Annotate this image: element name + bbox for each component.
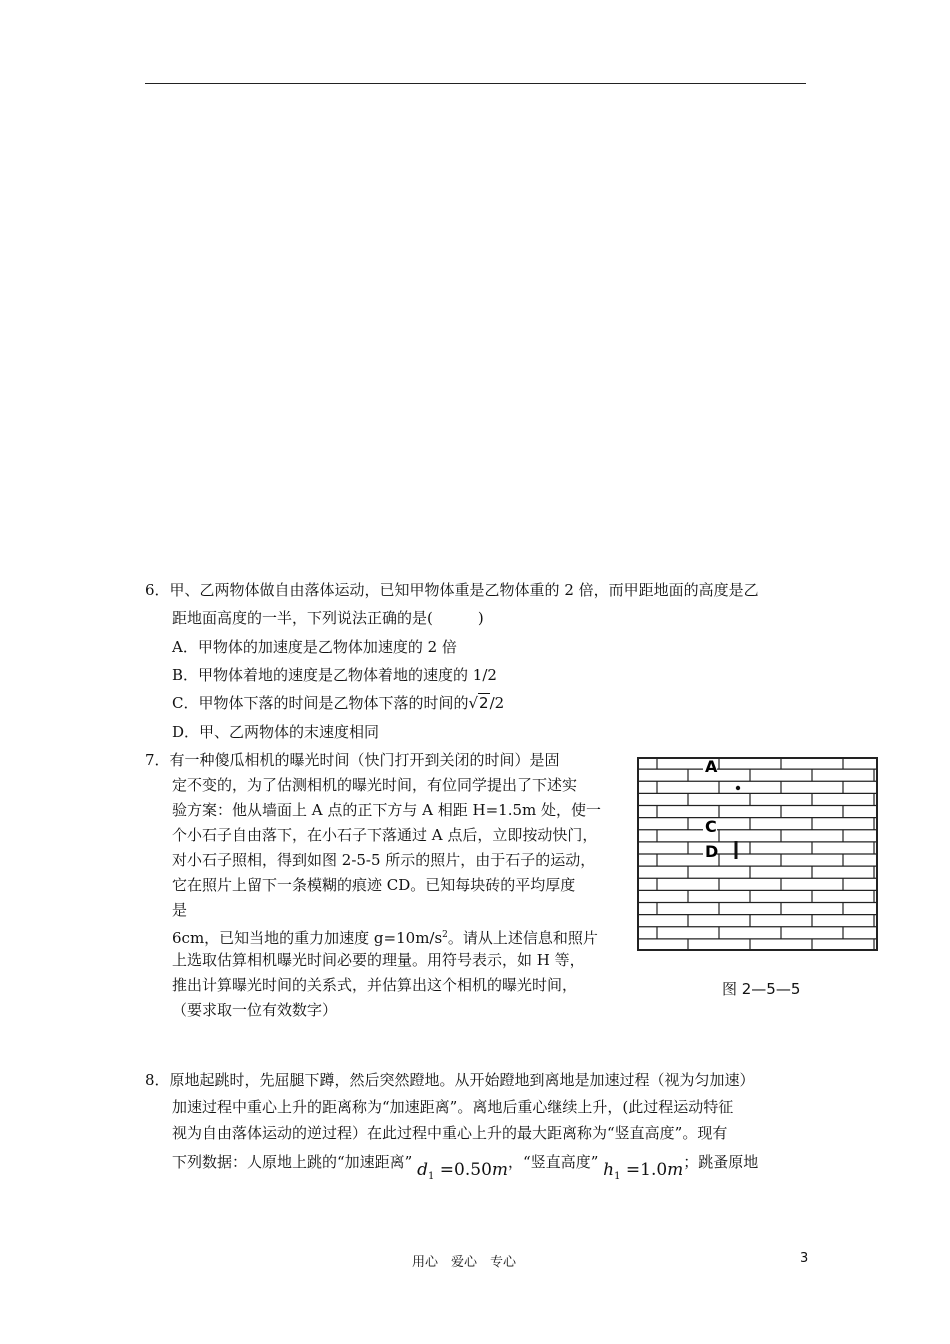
q8-line-4-text: 下列数据：人原地上跳的“加速距离” — [172, 1153, 413, 1171]
d-unit: m — [491, 1160, 509, 1180]
page-number: 3 — [800, 1251, 809, 1266]
q8-line-3: 视为自由落体运动的逆过程）在此过程中重心上升的最大距离称为“竖直高度”。现有 — [172, 1124, 728, 1142]
header-rule — [145, 83, 806, 84]
formula-d1 — [417, 1160, 508, 1180]
q6-line-2: 距地面高度的一半，下列说法正确的是( ) — [172, 609, 484, 627]
q7-line-5: 对小石子照相，得到如图 2-5-5 所示的照片，由于石子的运动， — [172, 851, 596, 869]
label-c: C — [705, 817, 717, 836]
q6-option-c — [172, 693, 504, 713]
q8-line-4 — [172, 1150, 758, 1181]
brick-wall-figure — [637, 757, 878, 951]
q8-line-2: 加速过程中重心上升的距离称为“加速距离”。离地后重心继续上升，(此过程运动特征 — [172, 1098, 734, 1116]
q7-line-6: 它在照片上留下一条模糊的痕迹 CD。已知每块砖的平均厚度 — [172, 876, 576, 894]
d-subscript: 1 — [428, 1171, 435, 1182]
q6-option-a: A．甲物体的加速度是乙物体加速度的 2 倍 — [172, 638, 457, 656]
q7-line-2: 定不变的，为了估测相机的曝光时间，有位同学提出了下述实 — [172, 776, 578, 794]
q7-line-3: 验方案：他从墙面上 A 点的正下方与 A 相距 H=1.5m 处，使一 — [172, 801, 602, 819]
h-unit: m — [667, 1160, 684, 1180]
q6-option-b: B．甲物体着地的速度是乙物体着地的速度的 1/2 — [172, 666, 497, 684]
blur-trace-cd — [735, 841, 738, 859]
q6-option-c-text: C．甲物体下落的时间是乙物体下落的时间的 — [172, 694, 469, 712]
sqrt-symbol: √2 — [468, 694, 489, 712]
q7-line-8-suffix: 。请从上述信息和照片 — [447, 929, 598, 947]
h-value: =1.0 — [625, 1160, 668, 1180]
label-a: A — [705, 757, 718, 776]
figure-caption: 图 2—5—5 — [722, 980, 801, 998]
q7-line-8 — [172, 925, 598, 948]
q8-line-4-end: ；跳蚤原地 — [683, 1153, 759, 1171]
q7-line-9: 上选取估算相机曝光时间必要的理量。用符号表示，如 H 等， — [172, 951, 585, 969]
h-symbol: h — [603, 1160, 615, 1180]
d-symbol: d — [417, 1160, 429, 1180]
q6-option-c-suffix: /2 — [489, 694, 505, 712]
q7-line-10: 推出计算曝光时间的关系式，并估算出这个相机的曝光时间， — [172, 976, 578, 994]
q7-line-4: 个小石子自由落下，在小石子下落通过 A 点后，立即按动快门， — [172, 826, 598, 844]
q8-line-1: 8．原地起跳时，先屈腿下蹲，然后突然蹬地。从开始蹬地到离地是加速过程（视为匀加速） — [145, 1071, 755, 1089]
q7-line-8-text: 6cm，已知当地的重力加速度 g=10m/s — [172, 929, 443, 947]
q7-line-7: 是 — [172, 901, 188, 919]
h-subscript: 1 — [614, 1171, 621, 1182]
q6-option-d: D．甲、乙两物体的末速度相同 — [172, 723, 380, 741]
q7-superscript: 2 — [442, 930, 448, 940]
formula-h1 — [603, 1160, 683, 1180]
sqrt-radicand: 2 — [479, 694, 489, 712]
footer-slogan: 用心 爱心 专心 — [412, 1255, 517, 1270]
q7-line-1: 7．有一种傻瓜相机的曝光时间（快门打开到关闭的时间）是固 — [145, 751, 560, 769]
q7-line-11: （要求取一位有效数字） — [172, 1001, 338, 1019]
q8-line-4-mid: ，“竖直高度” — [508, 1153, 599, 1171]
stone-dot — [736, 786, 740, 790]
label-d: D — [705, 842, 719, 861]
q6-line-1: 6．甲、乙两物体做自由落体运动，已知甲物体重是乙物体重的 2 倍，而甲距地面的高度是乙 — [145, 581, 759, 599]
d-value: =0.50 — [439, 1160, 492, 1180]
